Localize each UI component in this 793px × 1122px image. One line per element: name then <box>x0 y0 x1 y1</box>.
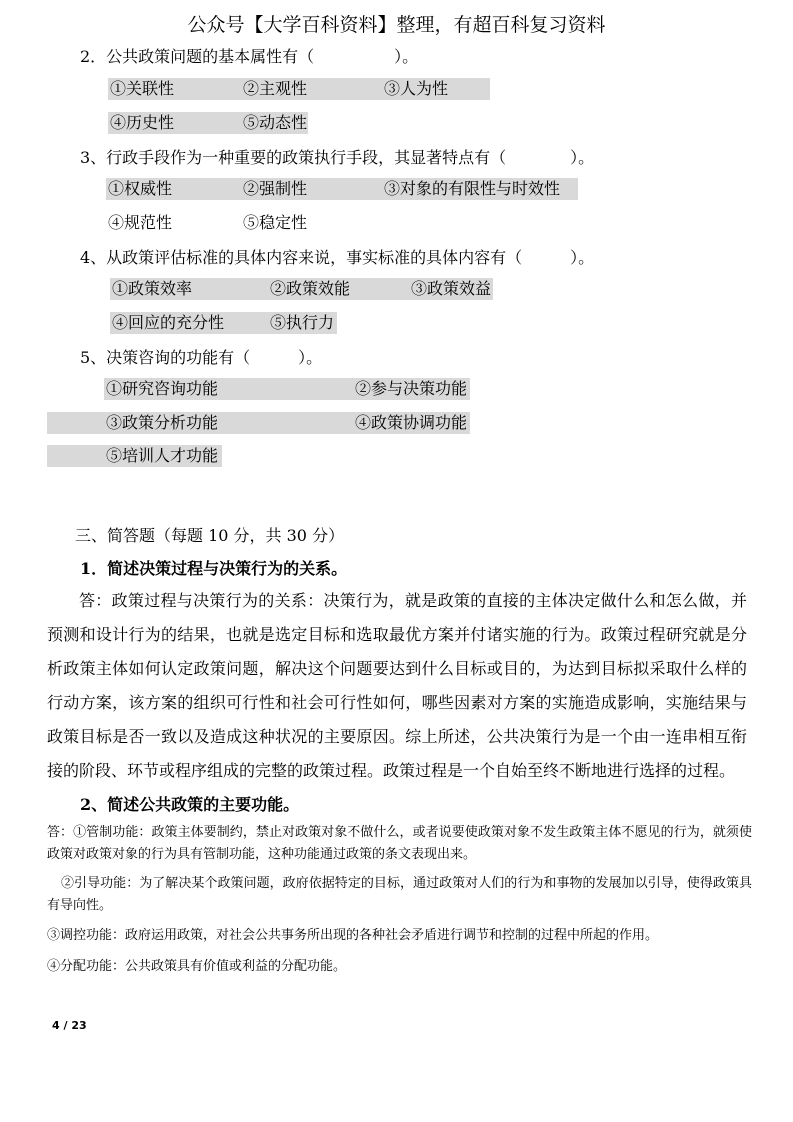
page-number: 4 / 23 <box>52 1019 87 1032</box>
short-question-1-answer: 答：政策过程与决策行为的关系：决策行为，就是政策的直接的主体决定做什么和怎么做，并预测和设计行为的结果，也就是选定目标和选取最优方案并付诸实施的行为。政策过程研究就是分析政策主体如何认定政策问题，解决这个问题要达到什么目标或目的，为达到目标拟采取什么样的行动方案，该方案的组织可行性和社会可行性如何，哪些因素对方案的实施造成影响，实施结果与政策目标是否一致以及造成这种状况的主要原因。综上所述，公共决策行为是一个由一连串相互衔接的阶段、环节或程序组成的完整的政策过程。政策过程是一个自始至终不断地进行选择的过程。 <box>47 591 747 780</box>
q2-option-2: ②主观性 <box>243 79 308 98</box>
q2-option-3: ③人为性 <box>384 79 449 98</box>
q4-option-3: ③政策效益 <box>411 279 492 298</box>
question-2-stem: 2．公共政策问题的基本属性有（ ）。 <box>80 47 419 66</box>
q3-option-1: ①权威性 <box>108 179 173 198</box>
q2-option-5: ⑤动态性 <box>243 113 308 132</box>
question-5-stem: 5、决策咨询的功能有（ ）。 <box>80 348 323 367</box>
q3-option-3: ③对象的有限性与时效性 <box>384 179 561 198</box>
q4-option-5: ⑤执行力 <box>270 313 335 332</box>
q4-option-1: ①政策效率 <box>112 279 193 298</box>
q5-option-4: ④政策协调功能 <box>355 413 468 432</box>
q2-option-4: ④历史性 <box>110 113 175 132</box>
q2-answer-control: ③调控功能：政府运用政策，对社会公共事务所出现的各种社会矛盾进行调节和控制的过程中所起的作用。 <box>47 928 659 943</box>
q4-option-4: ④回应的充分性 <box>112 313 225 332</box>
page-header: 公众号【大学百科资料】整理，有超百科复习资料 <box>187 14 606 36</box>
section-title: 三、简答题（每题 10 分，共 30 分） <box>75 526 345 545</box>
short-question-1-title: 1．简述决策过程与决策行为的关系。 <box>80 559 348 578</box>
q5-option-1: ①研究咨询功能 <box>106 379 219 398</box>
question-3-stem: 3、行政手段作为一种重要的政策执行手段，其显著特点有（ ）。 <box>80 148 595 167</box>
q5-option-3: ③政策分析功能 <box>106 413 219 432</box>
q3-option-2: ②强制性 <box>243 179 308 198</box>
question-4-stem: 4、从政策评估标准的具体内容来说，事实标准的具体内容有（ ）。 <box>80 248 595 267</box>
q3-option-4: ④规范性 <box>108 213 173 232</box>
q2-answer-regulation: 答：①管制功能：政策主体要制约，禁止对政策对象不做什么，或者说要使政策对象不发生政策主体不愿见的行为，就须使政策对政策对象的行为具有管制功能，这种功能通过政策的条文表现出来。 <box>47 825 752 862</box>
short-question-2-title: 2、简述公共政策的主要功能。 <box>80 795 300 814</box>
q2-answer-distribution: ④分配功能：公共政策具有价值或利益的分配功能。 <box>47 959 347 974</box>
q4-option-2: ②政策效能 <box>270 279 351 298</box>
q5-option-2: ②参与决策功能 <box>355 379 468 398</box>
q2-answer-guidance: ②引导功能：为了解决某个政策问题，政府依据特定的目标，通过政策对人们的行为和事物的发展加以引导，使得政策具有导向性。 <box>47 876 752 913</box>
q5-option-5: ⑤培训人才功能 <box>106 446 219 465</box>
q2-option-1: ①关联性 <box>110 79 175 98</box>
q3-option-5: ⑤稳定性 <box>243 213 308 232</box>
